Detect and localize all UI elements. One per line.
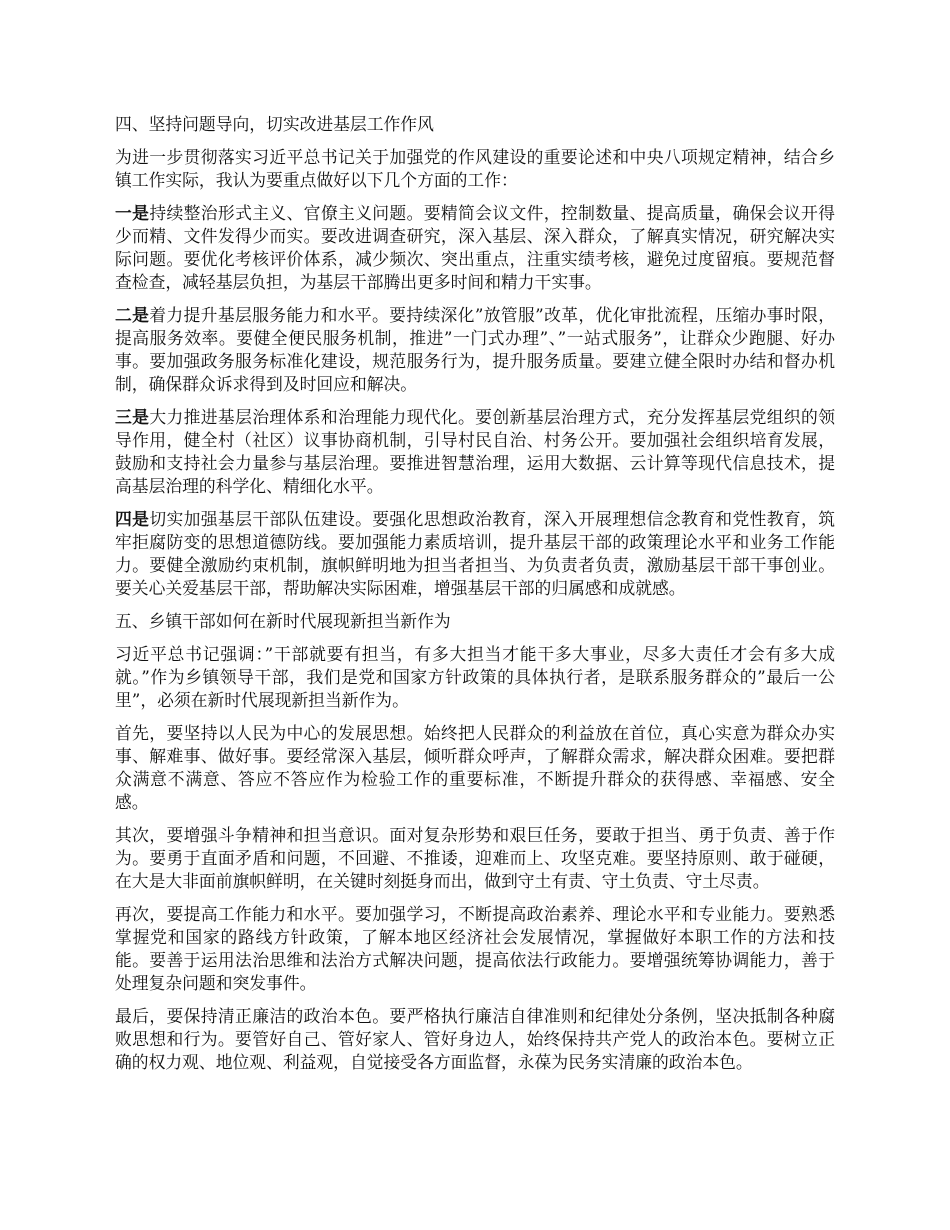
section-4-heading: 四、坚持问题导向，切实改进基层工作作风: [115, 114, 434, 134]
section-5-intro: 习近平总书记强调：”干部就要有担当，有多大担当才能干多大事业，尽多大责任才会有多大成就。”作为乡镇领导干部，我们是党和国家方针政策的具体执行者，是联系服务群众的”最后一公里”，必须在新时代展现新担当新作为。: [115, 644, 835, 710]
point-4-lead: 四是: [115, 509, 150, 529]
point-3-paragraph: [115, 406, 835, 498]
point-2-lead: 二是: [115, 305, 150, 325]
point-4-paragraph: [115, 508, 835, 600]
point-1-paragraph: [115, 202, 835, 294]
point-1-lead: 一是: [115, 203, 150, 223]
paragraph-first: 首先，要坚持以人民为中心的发展思想。始终把人民群众的利益放在首位，真心实意为群众办实事、解难事、做好事。要经常深入基层，倾听群众呼声，了解群众需求，解决群众困难。要把群众满意不满意、答应不答应作为检验工作的重要标准，不断提升群众的获得感、幸福感、安全感。: [115, 723, 835, 812]
point-1-text: 持续整治形式主义、官僚主义问题。要精简会议文件，控制数量、提高质量，确保会议开得少而精、文件发得少而实。要改进调查研究，深入基层、深入群众，了解真实情况，研究解决实际问题。要优化考核评价体系，减少频次、突出重点，注重实绩考核，避免过度留痕。要规范督查检查，减轻基层负担，为基层干部腾出更多时间和精力干实事。: [115, 203, 835, 292]
point-2-text: 着力提升基层服务能力和水平。要持续深化”放管服”改革，优化审批流程，压缩办事时限，提高服务效率。要健全便民服务机制，推进”一门式办理”、”一站式服务”，让群众少跑腿、好办事。要加强政务服务标准化建设，规范服务行为，提升服务质量。要建立健全限时办结和督办机制，确保群众诉求得到及时回应和解决。: [115, 305, 835, 394]
section-5-heading: 五、乡镇干部如何在新时代展现新担当新作为: [115, 611, 451, 631]
point-3-text: 大力推进基层治理体系和治理能力现代化。要创新基层治理方式，充分发挥基层党组织的领导作用，健全村（社区）议事协商机制，引导村民自治、村务公开。要加强社会组织培育发展，鼓励和支持社会力量参与基层治理。要推进智慧治理，运用大数据、云计算等现代信息技术，提高基层治理的科学化、精细化水平。: [115, 407, 835, 496]
point-2-paragraph: [115, 304, 835, 396]
point-3-lead: 三是: [115, 407, 150, 427]
paragraph-third: 再次，要提高工作能力和水平。要加强学习，不断提高政治素养、理论水平和专业能力。要熟悉掌握党和国家的路线方针政策，了解本地区经济社会发展情况，掌握做好本职工作的方法和技能。要善于运用法治思维和法治方式解决问题，提高依法行政能力。要增强统筹协调能力，善于处理复杂问题和突发事件。: [115, 904, 835, 993]
paragraph-last: 最后，要保持清正廉洁的政治本色。要严格执行廉洁自律准则和纪律处分条例，坚决抵制各种腐败思想和行为。要管好自己、管好家人、管好身边人，始终保持共产党人的政治本色。要树立正确的权力观、地位观、利益观，自觉接受各方面监督，永葆为民务实清廉的政治本色。: [115, 1006, 835, 1072]
paragraph-second: 其次，要增强斗争精神和担当意识。面对复杂形势和艰巨任务，要敢于担当、勇于负责、善于作为。要勇于直面矛盾和问题，不回避、不推诿，迎难而上、攻坚克难。要坚持原则、敢于碰硬，在大是大非面前旗帜鲜明，在关键时刻挺身而出，做到守土有责、守土负责、守土尽责。: [115, 825, 835, 891]
section-4-intro: 为进一步贯彻落实习近平总书记关于加强党的作风建设的重要论述和中央八项规定精神，结合乡镇工作实际，我认为要重点做好以下几个方面的工作：: [115, 147, 835, 190]
point-4-text: 切实加强基层干部队伍建设。要强化思想政治教育，深入开展理想信念教育和党性教育，筑牢拒腐防变的思想道德防线。要加强能力素质培训，提升基层干部的政策理论水平和业务工作能力。要健全激励约束机制，旗帜鲜明地为担当者担当、为负责者负责，激励基层干部干事创业。要关心关爱基层干部，帮助解决实际困难，增强基层干部的归属感和成就感。: [115, 509, 835, 598]
